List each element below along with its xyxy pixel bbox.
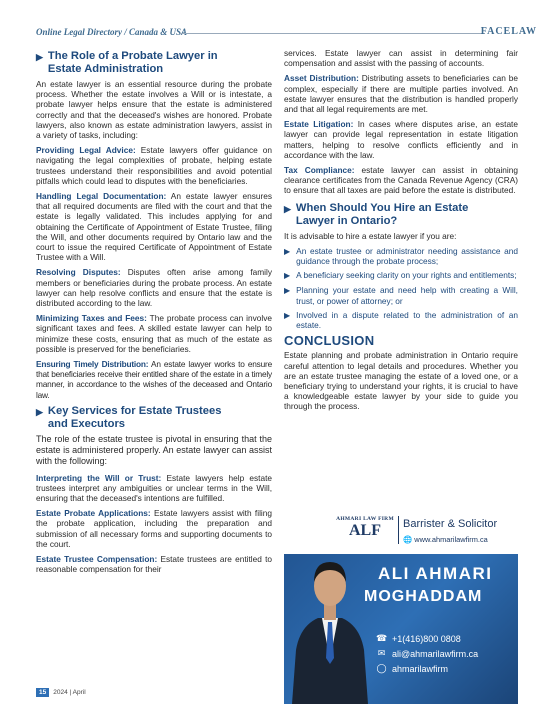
- paragraph: [36, 313, 272, 354]
- term-text: Estate lawyers assist with filing the probate application, including the preparation and submission of all necessary forms and supporting documents to the court.: [36, 508, 272, 549]
- arrow-bullet-icon: ▶: [36, 406, 43, 417]
- logo-mark: ALF: [349, 522, 381, 539]
- header-rule: [180, 33, 485, 34]
- paragraph: services. Estate lawyer can assist in determining fair compensation and assist with the passing of accounts.: [284, 48, 518, 69]
- paragraph: [284, 119, 518, 160]
- arrow-bullet-icon: ▶: [36, 52, 43, 62]
- bullet-list: [284, 246, 518, 330]
- term: Tax Compliance:: [284, 165, 355, 176]
- paragraph: [36, 473, 272, 504]
- mail-icon: ✉: [377, 648, 386, 658]
- arrow-bullet-icon: ▶: [284, 286, 291, 296]
- phone-icon: ☎: [376, 633, 388, 643]
- section-heading-key-services: [36, 405, 272, 431]
- paragraph: [36, 267, 272, 308]
- arrow-bullet-icon: ▶: [284, 203, 291, 214]
- instagram-icon: ◯: [376, 663, 387, 673]
- term: Estate Trustee Compensation:: [36, 553, 158, 564]
- heading-line: The Role of a Probate Lawyer in: [47, 50, 218, 62]
- term-text: Estate lawyers offer guidance on navigating the legal complexities of probate, helping estate trustees understand their responsibilities and avoid potential pitfalls which could lead to disputes with the beneficiaries.: [36, 145, 273, 186]
- list-item-text: A beneficiary seeking clarity on your rights and entitlements;: [296, 270, 517, 281]
- list-item-text: Planning your estate and need help with creating a Will, trust, or power of attorney; or: [296, 285, 518, 306]
- paragraph: [36, 145, 272, 186]
- heading-line: and Executors: [47, 417, 126, 430]
- list-item: [284, 270, 518, 281]
- ad-divider: [398, 516, 399, 544]
- issue-date: 2024 | April: [53, 689, 86, 696]
- law-firm-advertisement[interactable]: [284, 506, 518, 704]
- arrow-bullet-icon: ▶: [284, 246, 291, 256]
- paragraph: The role of the estate trustee is pivotal in ensuring that the estate is administered properly. An estate lawyer can assist with the following:: [36, 433, 272, 467]
- term: Interpreting the Will or Trust:: [36, 472, 162, 483]
- term: Providing Legal Advice:: [36, 145, 136, 156]
- brand-name: FACELAW: [480, 26, 537, 37]
- paragraph: [36, 508, 272, 549]
- paragraph: It is advisable to hire a estate lawyer if you are:: [284, 230, 457, 241]
- list-item: [284, 310, 518, 330]
- lawyer-portrait: [288, 530, 372, 704]
- list-item-text: An estate trustee or administrator needing assistance and guidance through the probate process;: [296, 245, 518, 267]
- heading-line: When Should You Hire an Estate: [295, 201, 469, 214]
- term: Ensuring Timely Distribution:: [36, 359, 149, 370]
- left-column: [36, 50, 272, 579]
- list-item: [284, 246, 518, 266]
- paragraph: [36, 359, 272, 400]
- section-heading-probate-role: [36, 50, 272, 76]
- paragraph: [284, 165, 518, 196]
- page-footer: [36, 688, 86, 697]
- list-item: [284, 285, 518, 305]
- heading-line: Key Services for Estate Trustees: [47, 404, 222, 417]
- term-text: An estate lawyer works to ensure that beneficiaries receive their entitled share of the estate in a timely manner, in accordance to the wishes of the deceased and Ontario law.: [36, 359, 272, 400]
- paragraph: An estate lawyer is an essential resource during the probate process. Whether the estate involves a Will or is intestate, a probate lawyer helps ensure that the estate is administered correctly and that the deceased's wishes are honored. Probate lawyers, also known as estate administration lawyers, assist in a variety of tasks, including:: [36, 79, 272, 141]
- term-text: Distributing assets to beneficiaries can be complex, especially if there are multiple parties involved. An estate lawyer ensures that the distribution is handled properly and that all legal requirements are met.: [284, 73, 518, 115]
- arrow-bullet-icon: ▶: [284, 310, 291, 320]
- lawyer-name-line1: ALI AHMARI: [378, 564, 493, 583]
- paragraph: [36, 554, 272, 574]
- email-contact[interactable]: [376, 648, 478, 659]
- arrow-bullet-icon: ▶: [284, 271, 291, 281]
- phone-number[interactable]: +1(416)800 0808: [392, 633, 461, 644]
- term-text: Disputes often arise among family members or beneficiaries during the probate process. An estate lawyer can help resolve conflicts and ensure that the estate is distributed according to the law.: [36, 267, 272, 309]
- globe-icon: 🌐: [403, 535, 413, 544]
- conclusion-paragraph: Estate planning and probate administration in Ontario require careful attention to legal details and procedures. Whether you are an estate trustee managing the estate of a loved one, or a beneficiary trying to understand your rights, it is crucial to have a knowledgeable estate lawyer by your side to guide you through the process.: [284, 350, 518, 412]
- paragraph: [284, 73, 518, 114]
- section-heading-when-to-hire: [284, 202, 518, 228]
- email-address[interactable]: ali@ahmarilawfirm.ca: [392, 648, 479, 659]
- term-text: Estate trustees are entitled to reasonable compensation for their: [36, 553, 272, 575]
- term-text: An estate lawyer ensures that all required documents are filed with the court and that the estate is legally validated. This includes applying for and obtaining the Certificate of Appointment of Estate Trustee, filing the Will, and other documents required by Ontario law and the court to issue the required Certificate of Appointment of Estate Trustee with a Will.: [36, 191, 272, 263]
- term: Minimizing Taxes and Fees:: [36, 313, 147, 324]
- logo-text: AHMARI LAW FIRM: [336, 516, 394, 522]
- heading-line: Estate Administration: [47, 63, 164, 75]
- term-text: Estate lawyers help estate trustees interpret any ambiguities or unclear terms in the Will, ensuring that the deceased's intentions are fulfilled.: [36, 472, 272, 503]
- term-text: The probate process can involve significant taxes and fees. A skilled estate lawyer can help to minimize these costs, ensuring that as much of the estate as possible is preserved for the beneficiaries.: [36, 313, 272, 354]
- lawyer-title: Barrister & Solicitor: [403, 518, 498, 530]
- website-line[interactable]: [403, 535, 488, 544]
- lawyer-name-line2: MOGHADDAM: [364, 588, 483, 605]
- social-contact[interactable]: [376, 663, 448, 674]
- conclusion-heading: CONCLUSION: [284, 333, 375, 349]
- list-item-text: Involved in a dispute related to the administration of an estate.: [296, 309, 518, 331]
- publication-title: Online Legal Directory / Canada & USA: [36, 27, 188, 37]
- term: Handling Legal Documentation:: [36, 191, 167, 202]
- social-handle[interactable]: ahmarilawfirm: [392, 663, 449, 674]
- website-link[interactable]: www.ahmarilawfirm.ca: [414, 535, 488, 544]
- term: Asset Distribution:: [284, 73, 359, 84]
- page-header: [0, 0, 547, 40]
- term: Resolving Disputes:: [36, 267, 121, 278]
- term: Estate Litigation:: [284, 119, 354, 130]
- right-column: [284, 48, 518, 417]
- term-text: estate lawyer can assist in obtaining clearance certificates from the Canada Revenue Agency (CRA) to ensure that all taxes are paid before the estate is distributed.: [284, 165, 518, 196]
- heading-line: Lawyer in Ontario?: [295, 214, 398, 227]
- paragraph: [36, 191, 272, 262]
- phone-contact[interactable]: [376, 633, 461, 644]
- page-number: 15: [36, 688, 49, 697]
- term: Estate Probate Applications:: [36, 508, 151, 519]
- term-text: In cases where disputes arise, an estate lawyer can provide legal representation in estate litigation matters, helping to resolve conflicts efficiently and in accordance with the law.: [284, 119, 518, 160]
